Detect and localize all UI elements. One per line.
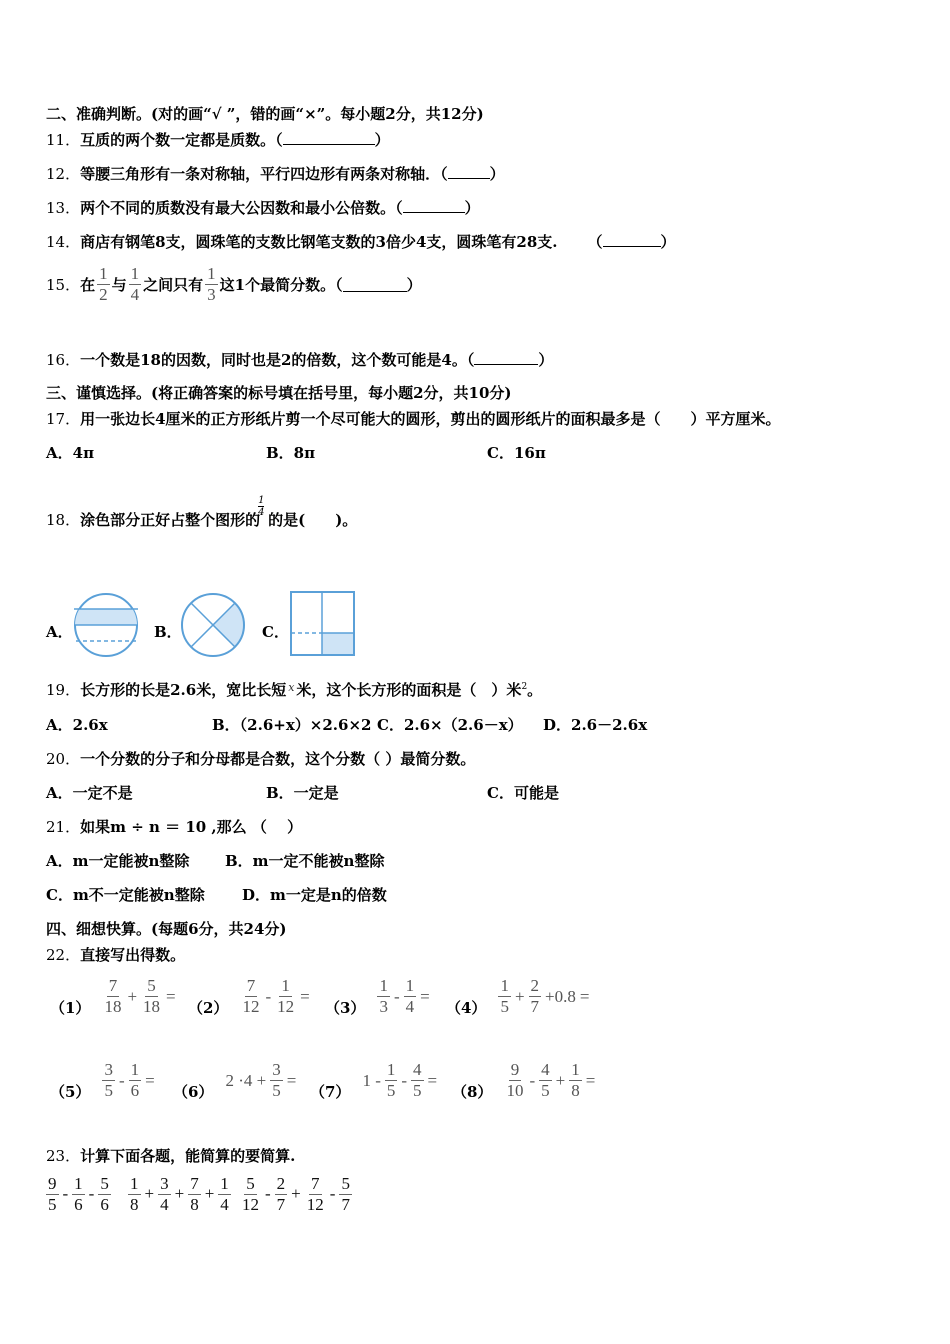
option-17-b[interactable]: B．8π xyxy=(266,444,316,462)
question-21: 21．如果m ÷ n ＝ 10 ,那么 （ ） xyxy=(46,818,303,836)
answer-blank-12[interactable] xyxy=(448,164,490,179)
option-19-d[interactable]: D．2.6－2.6x xyxy=(543,716,648,734)
calc-expression-3: $\frac{5}{12}$ - $\frac{2}{7}$ + $\frac{7}{12}$ - $\frac{5}{7}$ xyxy=(242,1174,350,1214)
section-4-heading: 四、细想快算。(每题6分，共24分) xyxy=(46,920,287,938)
option-18-a[interactable]: A． xyxy=(46,623,73,641)
option-19-a[interactable]: A．2.6x xyxy=(46,716,108,734)
answer-blank-13[interactable] xyxy=(403,198,465,213)
option-21-d[interactable]: D．m一定是n的倍数 xyxy=(242,886,387,904)
option-17-a[interactable]: A．4π xyxy=(46,444,95,462)
option-21-b[interactable]: B．m一定不能被n整除 xyxy=(225,852,385,870)
option-18-c[interactable]: C． xyxy=(262,623,289,641)
calc-item-8: （8） $\frac{9}{10}$ - $\frac{4}{5}$ + $\frac{1}{8}$ = xyxy=(452,1060,596,1101)
answer-blank-16[interactable] xyxy=(474,350,538,365)
fraction-one-quarter: $\frac{1}{4}$ xyxy=(130,264,140,304)
calc-item-6: （6） 2 ·4 + $\frac{3}{5}$ = xyxy=(173,1060,297,1101)
question-23: 23．计算下面各题，能简算的要简算. xyxy=(46,1147,296,1165)
calc-item-3: （3） $\frac{1}{3}$ - $\frac{1}{4}$ = xyxy=(325,976,430,1017)
question-12: 12．等腰三角形有一条对称轴，平行四边形有两条对称轴．（ ） xyxy=(46,165,505,183)
calc-item-7: （7） 1 - $\frac{1}{5}$ - $\frac{4}{5}$ = xyxy=(310,1060,438,1101)
section-3-heading: 三、谨慎选择。(将正确答案的标号填在括号里，每小题2分，共10分) xyxy=(46,384,512,402)
calc-item-1: （1） $\frac{7}{18}$ + $\frac{5}{18}$ = xyxy=(50,976,176,1017)
option-17-c[interactable]: C．16π xyxy=(487,444,546,462)
fraction-one-half: $\frac{1}{2}$ xyxy=(99,264,108,304)
question-20: 20．一个分数的分子和分母都是合数，这个分数（ ）最简分数。 xyxy=(46,750,476,768)
option-21-a[interactable]: A．m一定能被n整除 xyxy=(46,852,190,870)
question-19: 19．长方形的长是2.6米，宽比长短 $^x$ 米，这个长方形的面积是（ ）米$^2$。 xyxy=(46,681,543,699)
fraction-one-quarter-small: 1 4 xyxy=(258,495,265,518)
question-17: 17．用一张边长4厘米的正方形纸片剪一个尽可能大的圆形，剪出的圆形纸片的面积最多是（ ）平方厘米。 xyxy=(46,410,781,428)
question-14: 14．商店有钢笔8支，圆珠笔的支数比钢笔支数的3倍少4支，圆珠笔有28支. （ ） xyxy=(46,233,676,251)
calc-item-2: （2） $\frac{7}{12}$ - $\frac{1}{12}$ = xyxy=(188,976,310,1017)
answer-blank-15[interactable] xyxy=(343,277,407,292)
circle-band-figure[interactable] xyxy=(72,592,140,658)
question-18: 18．涂色部分正好占整个图形的 1 4 的是( )。 xyxy=(46,495,358,529)
option-18-b[interactable]: B． xyxy=(154,623,182,641)
calc-item-5: （5） $\frac{3}{5}$ - $\frac{1}{6}$ = xyxy=(50,1060,155,1101)
question-16: 16．一个数是18的因数，同时也是2的倍数，这个数可能是4。（ ） xyxy=(46,351,554,369)
option-20-c[interactable]: C．可能是 xyxy=(487,784,559,802)
answer-blank-11[interactable] xyxy=(283,130,375,145)
question-11: 11．互质的两个数一定都是质数。（ ） xyxy=(46,131,390,149)
option-20-a[interactable]: A．一定不是 xyxy=(46,784,133,802)
question-22: 22．直接写出得数。 xyxy=(46,946,186,964)
section-2-heading: 二、准确判断。(对的画“√ ”，错的画“×”。每小题2分，共12分) xyxy=(46,105,484,123)
option-21-c[interactable]: C．m不一定能被n整除 xyxy=(46,886,205,904)
fraction-one-third: $\frac{1}{3}$ xyxy=(207,264,216,304)
option-19-c[interactable]: C．2.6×（2.6－x） xyxy=(377,716,523,734)
calc-expression-2: $\frac{1}{8}$ + $\frac{3}{4}$ + $\frac{7}{8}$ + $\frac{1}{4}$ xyxy=(130,1174,229,1214)
option-19-b[interactable]: B．（2.6+x）×2.6×2 xyxy=(212,716,372,734)
answer-blank-14[interactable] xyxy=(603,232,661,247)
calc-expression-1: $\frac{9}{5}$ - $\frac{1}{6}$ - $\frac{5}{6}$ xyxy=(48,1174,109,1214)
calc-item-4: （4） $\frac{1}{5}$ + $\frac{2}{7}$ +0.8 = xyxy=(446,976,590,1017)
question-15: 15． 在 $\frac{1}{2}$ 与 $\frac{1}{4}$ 之间只有 $\frac{1}{3}$ 这1个最简分数。（ ） xyxy=(46,264,422,304)
square-grid-figure[interactable] xyxy=(289,590,357,658)
option-20-b[interactable]: B．一定是 xyxy=(266,784,339,802)
question-13: 13．两个不同的质数没有最大公因数和最小公倍数。（ ） xyxy=(46,199,480,217)
circle-quadrant-figure[interactable] xyxy=(179,592,247,658)
